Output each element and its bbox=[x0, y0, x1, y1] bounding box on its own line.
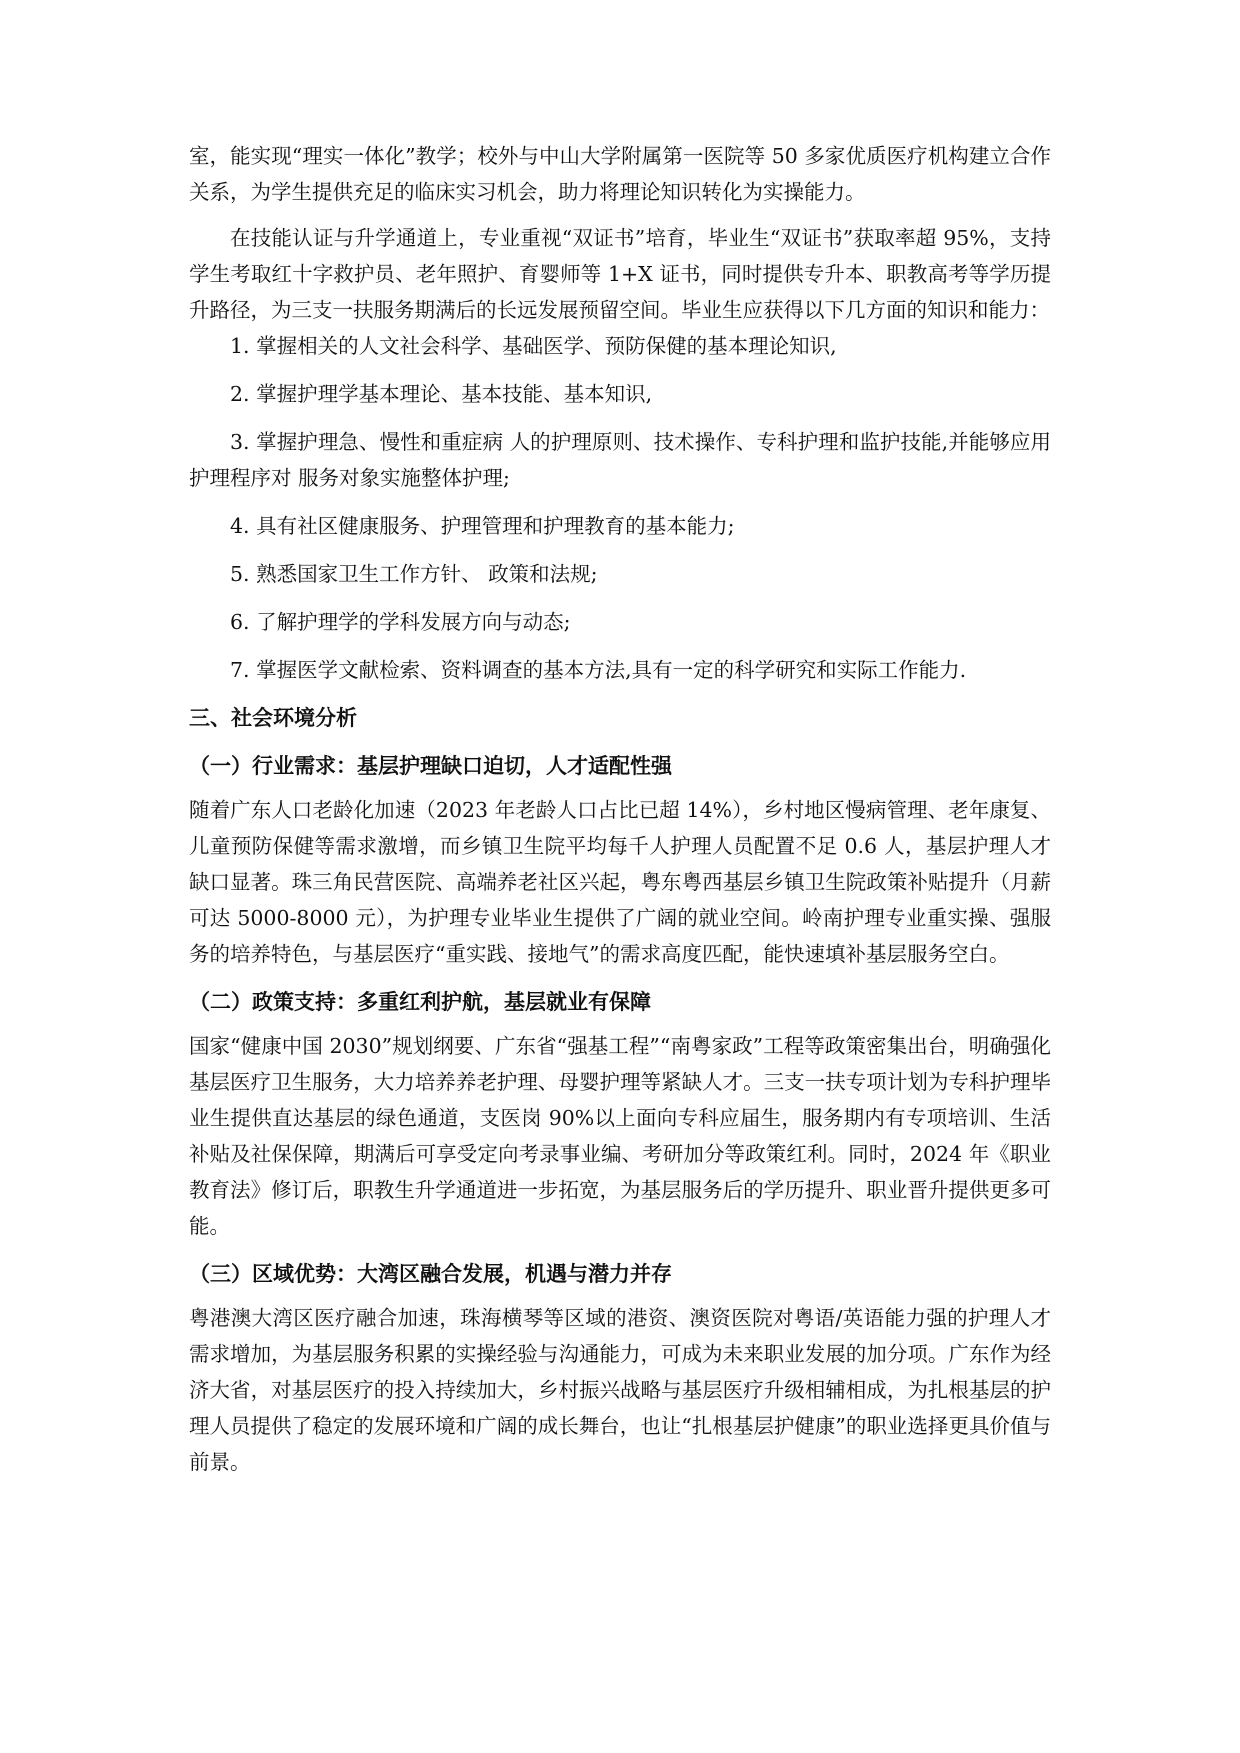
intro-paragraph-tail: 室，能实现“理实一体化”教学；校外与中山大学附属第一医院等 50 多家优质医疗机构建立合作关系，为学生提供充足的临床实习机会，助力将理论知识转化为实操能力。 bbox=[189, 144, 1051, 204]
ability-item: 2. 掌握护理学基本理论、基本技能、基本知识, bbox=[230, 382, 653, 406]
subsection-heading-industry-demand: （一）行业需求：基层护理缺口迫切，人才适配性强 bbox=[189, 754, 672, 778]
subsection-heading-policy-support: （二）政策支持：多重红利护航，基层就业有保障 bbox=[189, 990, 651, 1014]
ability-item: 6. 了解护理学的学科发展方向与动态; bbox=[230, 610, 571, 634]
regional-advantage-paragraph: 粤港澳大湾区医疗融合加速，珠海横琴等区域的港资、澳资医院对粤语/英语能力强的护理人才需求增加，为基层服务积累的实操经验与沟通能力，可成为未来职业发展的加分项。广东作为经济大省，对基层医疗的投入持续加大，乡村振兴战略与基层医疗升级相辅相成，为扎根基层的护理人员提供了稳定的发展环境和广阔的成长舞台，也让“扎根基层护健康”的职业选择更具价值与前景。 bbox=[189, 1306, 1051, 1474]
document-body bbox=[189, 138, 1051, 1480]
section-heading: 三、社会环境分析 bbox=[189, 706, 357, 730]
policy-support-paragraph: 国家“健康中国 2030”规划纲要、广东省“强基工程”“南粤家政”工程等政策密集出台，明确强化基层医疗卫生服务，大力培养养老护理、母婴护理等紧缺人才。三支一扶专项计划为专科护理毕业生提供直达基层的绿色通道，支医岗 90%以上面向专科应届生，服务期内有专项培训、生活补贴及社保保障，期满后可享受定向考录事业编、考研加分等政策红利。同时，2024 年《职业教育法》修订后，职教生升学通道进一步拓宽，为基层服务后的学历提升、职业晋升提供更多可能。 bbox=[189, 1034, 1051, 1238]
subsection-heading-regional-advantage: （三）区域优势：大湾区融合发展，机遇与潜力并存 bbox=[189, 1262, 672, 1286]
ability-item: 5. 熟悉国家卫生工作方针、 政策和法规; bbox=[230, 562, 598, 586]
ability-item: 1. 掌握相关的人文社会科学、基础医学、预防保健的基本理论知识, bbox=[230, 334, 837, 358]
ability-item: 4. 具有社区健康服务、护理管理和护理教育的基本能力; bbox=[230, 514, 735, 538]
abilities-list bbox=[189, 328, 1051, 688]
industry-demand-paragraph: 随着广东人口老龄化加速（2023 年老龄人口占比已超 14%），乡村地区慢病管理、老年康复、儿童预防保健等需求激增，而乡镇卫生院平均每千人护理人员配置不足 0.6 人，基层护理人才缺口显著。珠三角民营医院、高端养老社区兴起，粤东粤西基层乡镇卫生院政策补贴提升（月薪可达 5000-8000 元），为护理专业毕业生提供了广阔的就业空间。岭南护理专业重实操、强服务的培养特色，与基层医疗“重实践、接地气”的需求高度匹配，能快速填补基层服务空白。 bbox=[189, 798, 1051, 966]
certificate-paragraph: 在技能认证与升学通道上，专业重视“双证书”培育，毕业生“双证书”获取率超 95%，支持学生考取红十字救护员、老年照护、育婴师等 1+X 证书，同时提供专升本、职教高考等学历提升路径，为三支一扶服务期满后的长远发展预留空间。毕业生应获得以下几方面的知识和能力： bbox=[189, 226, 1051, 322]
ability-item: 7. 掌握医学文献检索、资料调查的基本方法,具有一定的科学研究和实际工作能力. bbox=[230, 658, 967, 682]
ability-item: 3. 掌握护理急、慢性和重症病 人的护理原则、技术操作、专科护理和监护技能,并能够应用护理程序对 服务对象实施整体护理; bbox=[189, 430, 1051, 490]
